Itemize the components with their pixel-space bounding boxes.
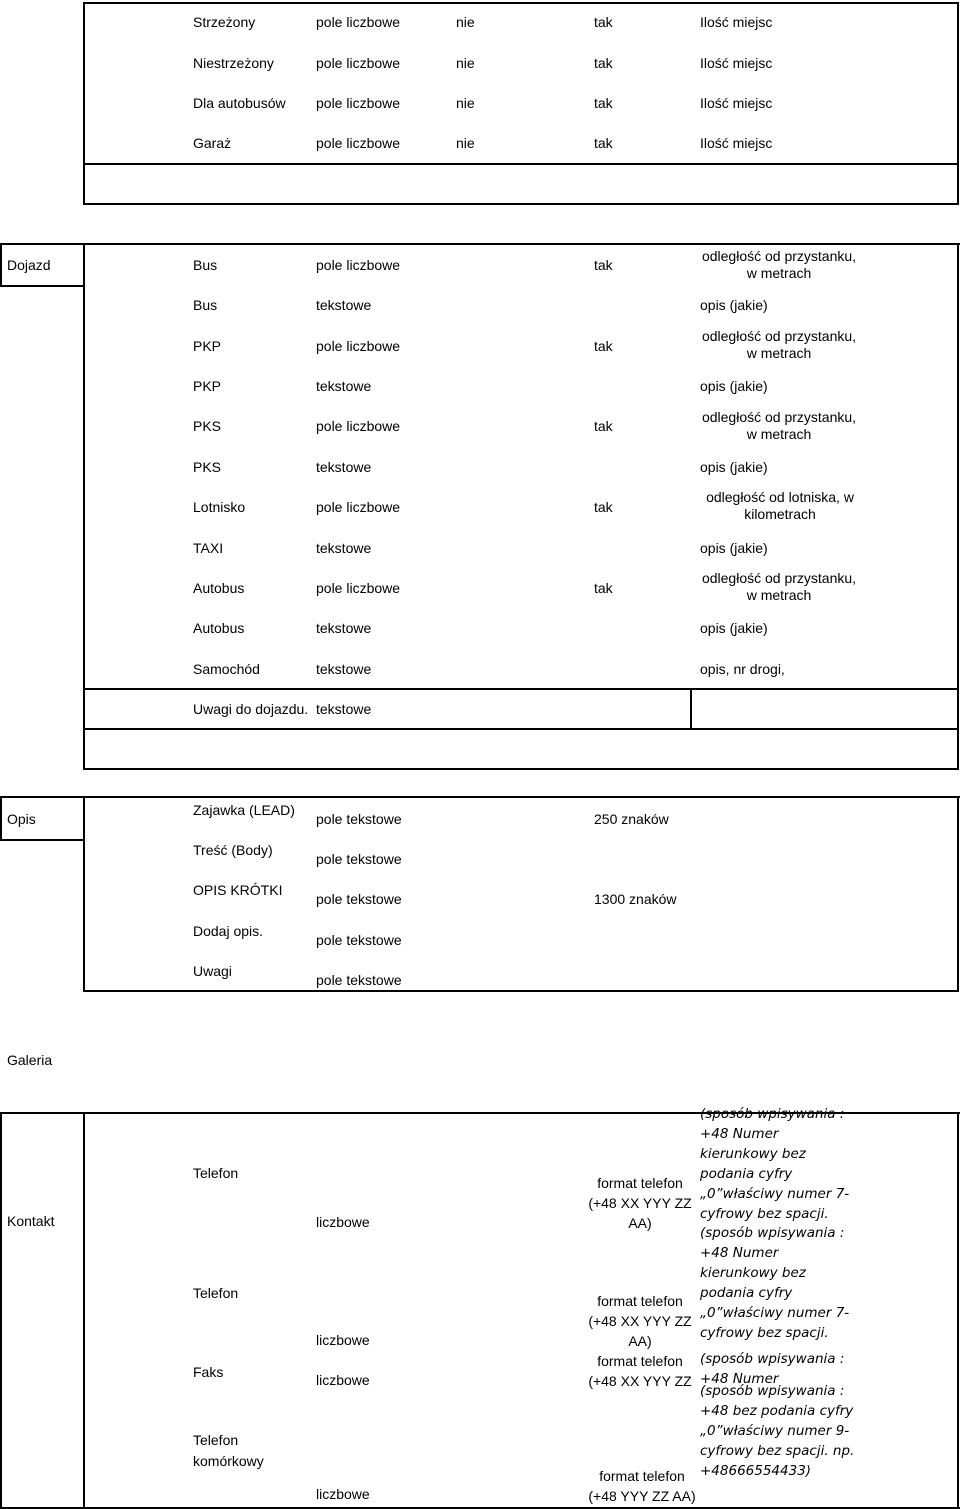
parking-c5: Ilość miejsc [700,14,773,30]
opis-type: pole tekstowe [316,811,402,827]
parking-c5: Ilość miejsc [700,55,773,71]
dojazd-type: tekstowe [316,540,372,556]
kontakt-format: format telefon (+48 YYY ZZ AA) [588,1468,696,1504]
opis-type: pole tekstowe [316,891,402,907]
dojazd-type: tekstowe [316,378,372,394]
dojazd-type: tekstowe [316,459,372,475]
section-label-dojazd: Dojazd [7,257,51,273]
dojazd-c5: opis, nr drogi, [700,661,785,677]
dojazd-c5: odległość od przystanku, w metrach [701,409,857,442]
dojazd-name: Bus [193,257,218,273]
opis-limit: 1300 znaków [594,891,677,907]
dojazd-name: Bus [193,297,218,313]
dojazd-type: pole liczbowe [316,257,401,273]
kontakt-type: liczbowe [316,1332,370,1348]
dojazd-c5: opis (jakie) [700,297,768,313]
kontakt-note-clip [698,1383,858,1505]
dojazd-c5: opis (jakie) [700,540,768,556]
parking-name: Strzeżony [193,14,256,30]
dojazd-c4: tak [594,499,613,515]
kontakt-note: (sposób wpisywania : +48 Numer kierunkowy bez podania cyfry „0”właściwy numer 7-cyfrowy bez spacji. [700,1225,850,1341]
dojazd-name: Autobus [193,620,245,636]
kontakt-type: liczbowe [316,1486,370,1502]
section-label-opis: Opis [7,811,36,827]
opis-limit: 250 znaków [594,811,669,827]
parking-c5: Ilość miejsc [700,135,773,151]
dojazd-name: Lotnisko [193,499,246,515]
opis-type: pole tekstowe [316,972,402,988]
dojazd-c5: odległość od lotniska, w kilometrach [706,489,854,522]
dojazd-c4: tak [594,338,613,354]
opis-name: Uwagi [193,963,232,979]
parking-c3: nie [456,135,475,151]
opis-type: pole tekstowe [316,851,402,867]
kontakt-note: (sposób wpisywania : +48 bez podania cyfry „0”właściwy numer 9-cyfrowy bez spacji. np. +48666554433) [700,1383,855,1479]
dojazd-c5: odległość od przystanku, w metrach [701,570,857,603]
parking-c3: nie [456,14,475,30]
dojazd-name: PKS [193,418,222,434]
opis-type: pole tekstowe [316,932,402,948]
kontakt-note-clip [698,1106,858,1234]
dojazd-c4: tak [594,580,613,596]
parking-type: pole liczbowe [316,14,401,30]
kontakt-name: Telefon [193,1165,239,1181]
dojazd-type: pole liczbowe [316,580,401,596]
parking-name: Garaż [193,135,232,151]
parking-type: pole liczbowe [316,135,401,151]
dojazd-c5: opis (jakie) [700,459,768,475]
dojazd-name: Autobus [193,580,245,596]
parking-c5: Ilość miejsc [700,95,773,111]
parking-name: Niestrzeżony [193,55,274,71]
kontakt-note: (sposób wpisywania : +48 Numer kierunkowy bez podania cyfry „0”właściwy numer 7-cyfrowy bez spacji. [700,1106,850,1222]
dojazd-c5: odległość od przystanku, w metrach [701,248,857,281]
dojazd-type: tekstowe [316,297,372,313]
kontakt-type: liczbowe [316,1214,370,1230]
opis-name: Dodaj opis. [193,923,264,939]
dojazd-type: pole liczbowe [316,418,401,434]
kontakt-name: Faks [193,1364,224,1380]
parking-c4: tak [594,55,613,71]
dojazd-c5: opis (jakie) [700,620,768,636]
dojazd-type: pole liczbowe [316,338,401,354]
dojazd-c5: odległość od przystanku, w metrach [701,328,857,361]
dojazd-c4: tak [594,418,613,434]
parking-name: Dla autobusów [193,95,286,111]
dojazd-type: tekstowe [316,620,372,636]
dojazd-name: TAXI [193,540,224,556]
parking-c3: nie [456,55,475,71]
section-label-galeria: Galeria [7,1052,53,1068]
kontakt-format: format telefon (+48 XX YYY ZZ AA) [588,1175,692,1231]
dojazd-name: PKP [193,378,222,394]
opis-name: Treść (Body) [193,842,273,858]
parking-c4: tak [594,95,613,111]
parking-c3: nie [456,95,475,111]
section-label-kontakt: Kontakt [7,1213,55,1229]
dojazd-type: tekstowe [316,661,372,677]
kontakt-format: format telefon (+48 XX YYY ZZ AA) [588,1293,692,1349]
dojazd-c4: tak [594,257,613,273]
kontakt-name: Telefon komórkowy [193,1432,264,1469]
dojazd-uwagi-label: Uwagi do dojazdu. [193,701,309,717]
parking-c4: tak [594,135,613,151]
kontakt-note-clip [698,1225,858,1351]
dojazd-uwagi-type: tekstowe [316,701,372,717]
kontakt-type: liczbowe [316,1372,370,1388]
dojazd-name: PKS [193,459,222,475]
kontakt-format: format telefon (+48 XX YYY ZZ [588,1353,692,1389]
dojazd-name: PKP [193,338,222,354]
parking-type: pole liczbowe [316,55,401,71]
parking-c4: tak [594,14,613,30]
opis-name: OPIS KRÓTKI [193,882,283,898]
dojazd-name: Samochód [193,661,260,677]
dojazd-c5: opis (jakie) [700,378,768,394]
kontakt-name: Telefon [193,1285,239,1301]
dojazd-type: pole liczbowe [316,499,401,515]
kontakt-note: (sposób wpisywania : +48 Numer [700,1351,845,1387]
parking-type: pole liczbowe [316,95,401,111]
opis-name: Zajawka (LEAD) [193,802,295,818]
